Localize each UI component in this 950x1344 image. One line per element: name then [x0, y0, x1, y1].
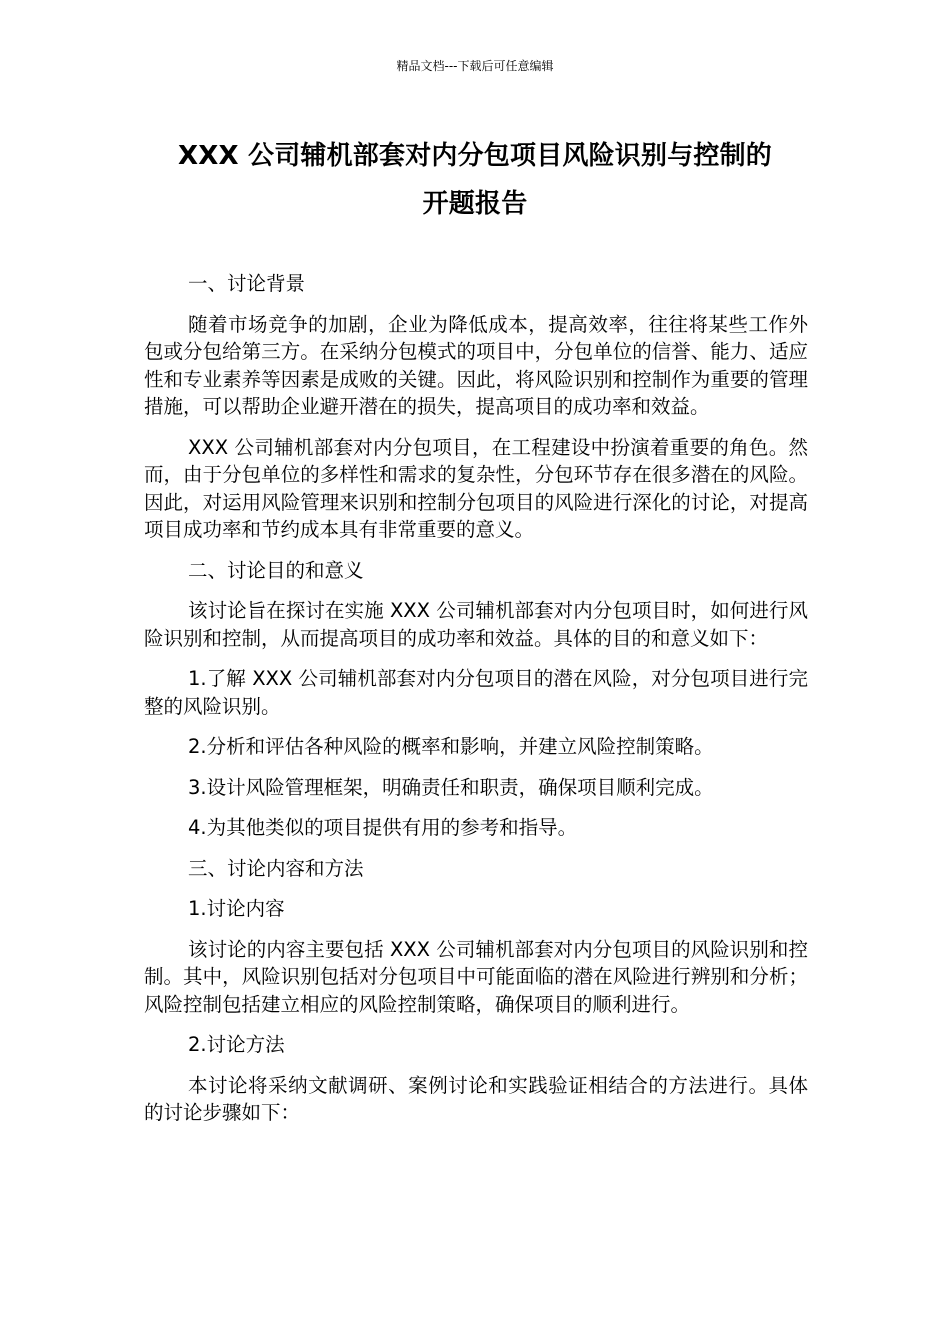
- section-heading-content-methods: 三、讨论内容和方法: [188, 856, 364, 880]
- paragraph-background-1: 随着市场竞争的加剧，企业为降低成本，提高效率，往往将某些工作外包或分包给第三方。在采纳分包模式的项目中，分包单位的信誉、能力、适应性和专业素养等因素是成败的关键。因此，将风险识别和控制作为重要的管理措施，可以帮助企业避开潜在的损失，提高项目的成功率和效益。: [144, 312, 808, 418]
- document-title-line-2: 开题报告: [422, 189, 528, 219]
- paragraph-purpose-intro: 该讨论旨在探讨在实施 XXX 公司辅机部套对内分包项目时，如何进行风险识别和控制，从而提高项目的成功率和效益。具体的目的和意义如下：: [144, 599, 808, 650]
- list-item-purpose-1: 1.了解 XXX 公司辅机部套对内分包项目的潜在风险，对分包项目进行完整的风险识别。: [144, 667, 808, 718]
- subheading-content: 1.讨论内容: [188, 897, 285, 920]
- section-heading-purpose: 二、讨论目的和意义: [188, 558, 364, 582]
- document-title-line-1: XXX 公司辅机部套对内分包项目风险识别与控制的: [178, 141, 772, 171]
- section-heading-background: 一、讨论背景: [188, 272, 306, 295]
- document-title: [140, 132, 810, 228]
- document-body: [144, 270, 808, 1140]
- paragraph-background-2: XXX 公司辅机部套对内分包项目，在工程建设中扮演着重要的角色。然而，由于分包单位的多样性和需求的复杂性，分包环节存在很多潜在的风险。因此，对运用风险管理来识别和控制分包项目的风险进行深化的讨论，对提高项目成功率和节约成本具有非常重要的意义。: [144, 435, 808, 541]
- list-item-purpose-2: 2.分析和评估各种风险的概率和影响，并建立风险控制策略。: [188, 735, 714, 758]
- page-header: 精品文档---下载后可任意编辑: [396, 59, 554, 73]
- subheading-methods: 2.讨论方法: [188, 1033, 285, 1056]
- list-item-purpose-4: 4.为其他类似的项目提供有用的参考和指导。: [188, 816, 578, 839]
- list-item-purpose-3: 3.设计风险管理框架，明确责任和职责，确保项目顺利完成。: [188, 775, 714, 799]
- paragraph-methods: 本讨论将采纳文献调研、案例讨论和实践验证相结合的方法进行。具体的讨论步骤如下：: [144, 1073, 808, 1124]
- paragraph-content: 该讨论的内容主要包括 XXX 公司辅机部套对内分包项目的风险识别和控制。其中，风险识别包括对分包项目中可能面临的潜在风险进行辨别和分析；风险控制包括建立相应的风险控制策略，确保项目的顺利进行。: [144, 937, 808, 1016]
